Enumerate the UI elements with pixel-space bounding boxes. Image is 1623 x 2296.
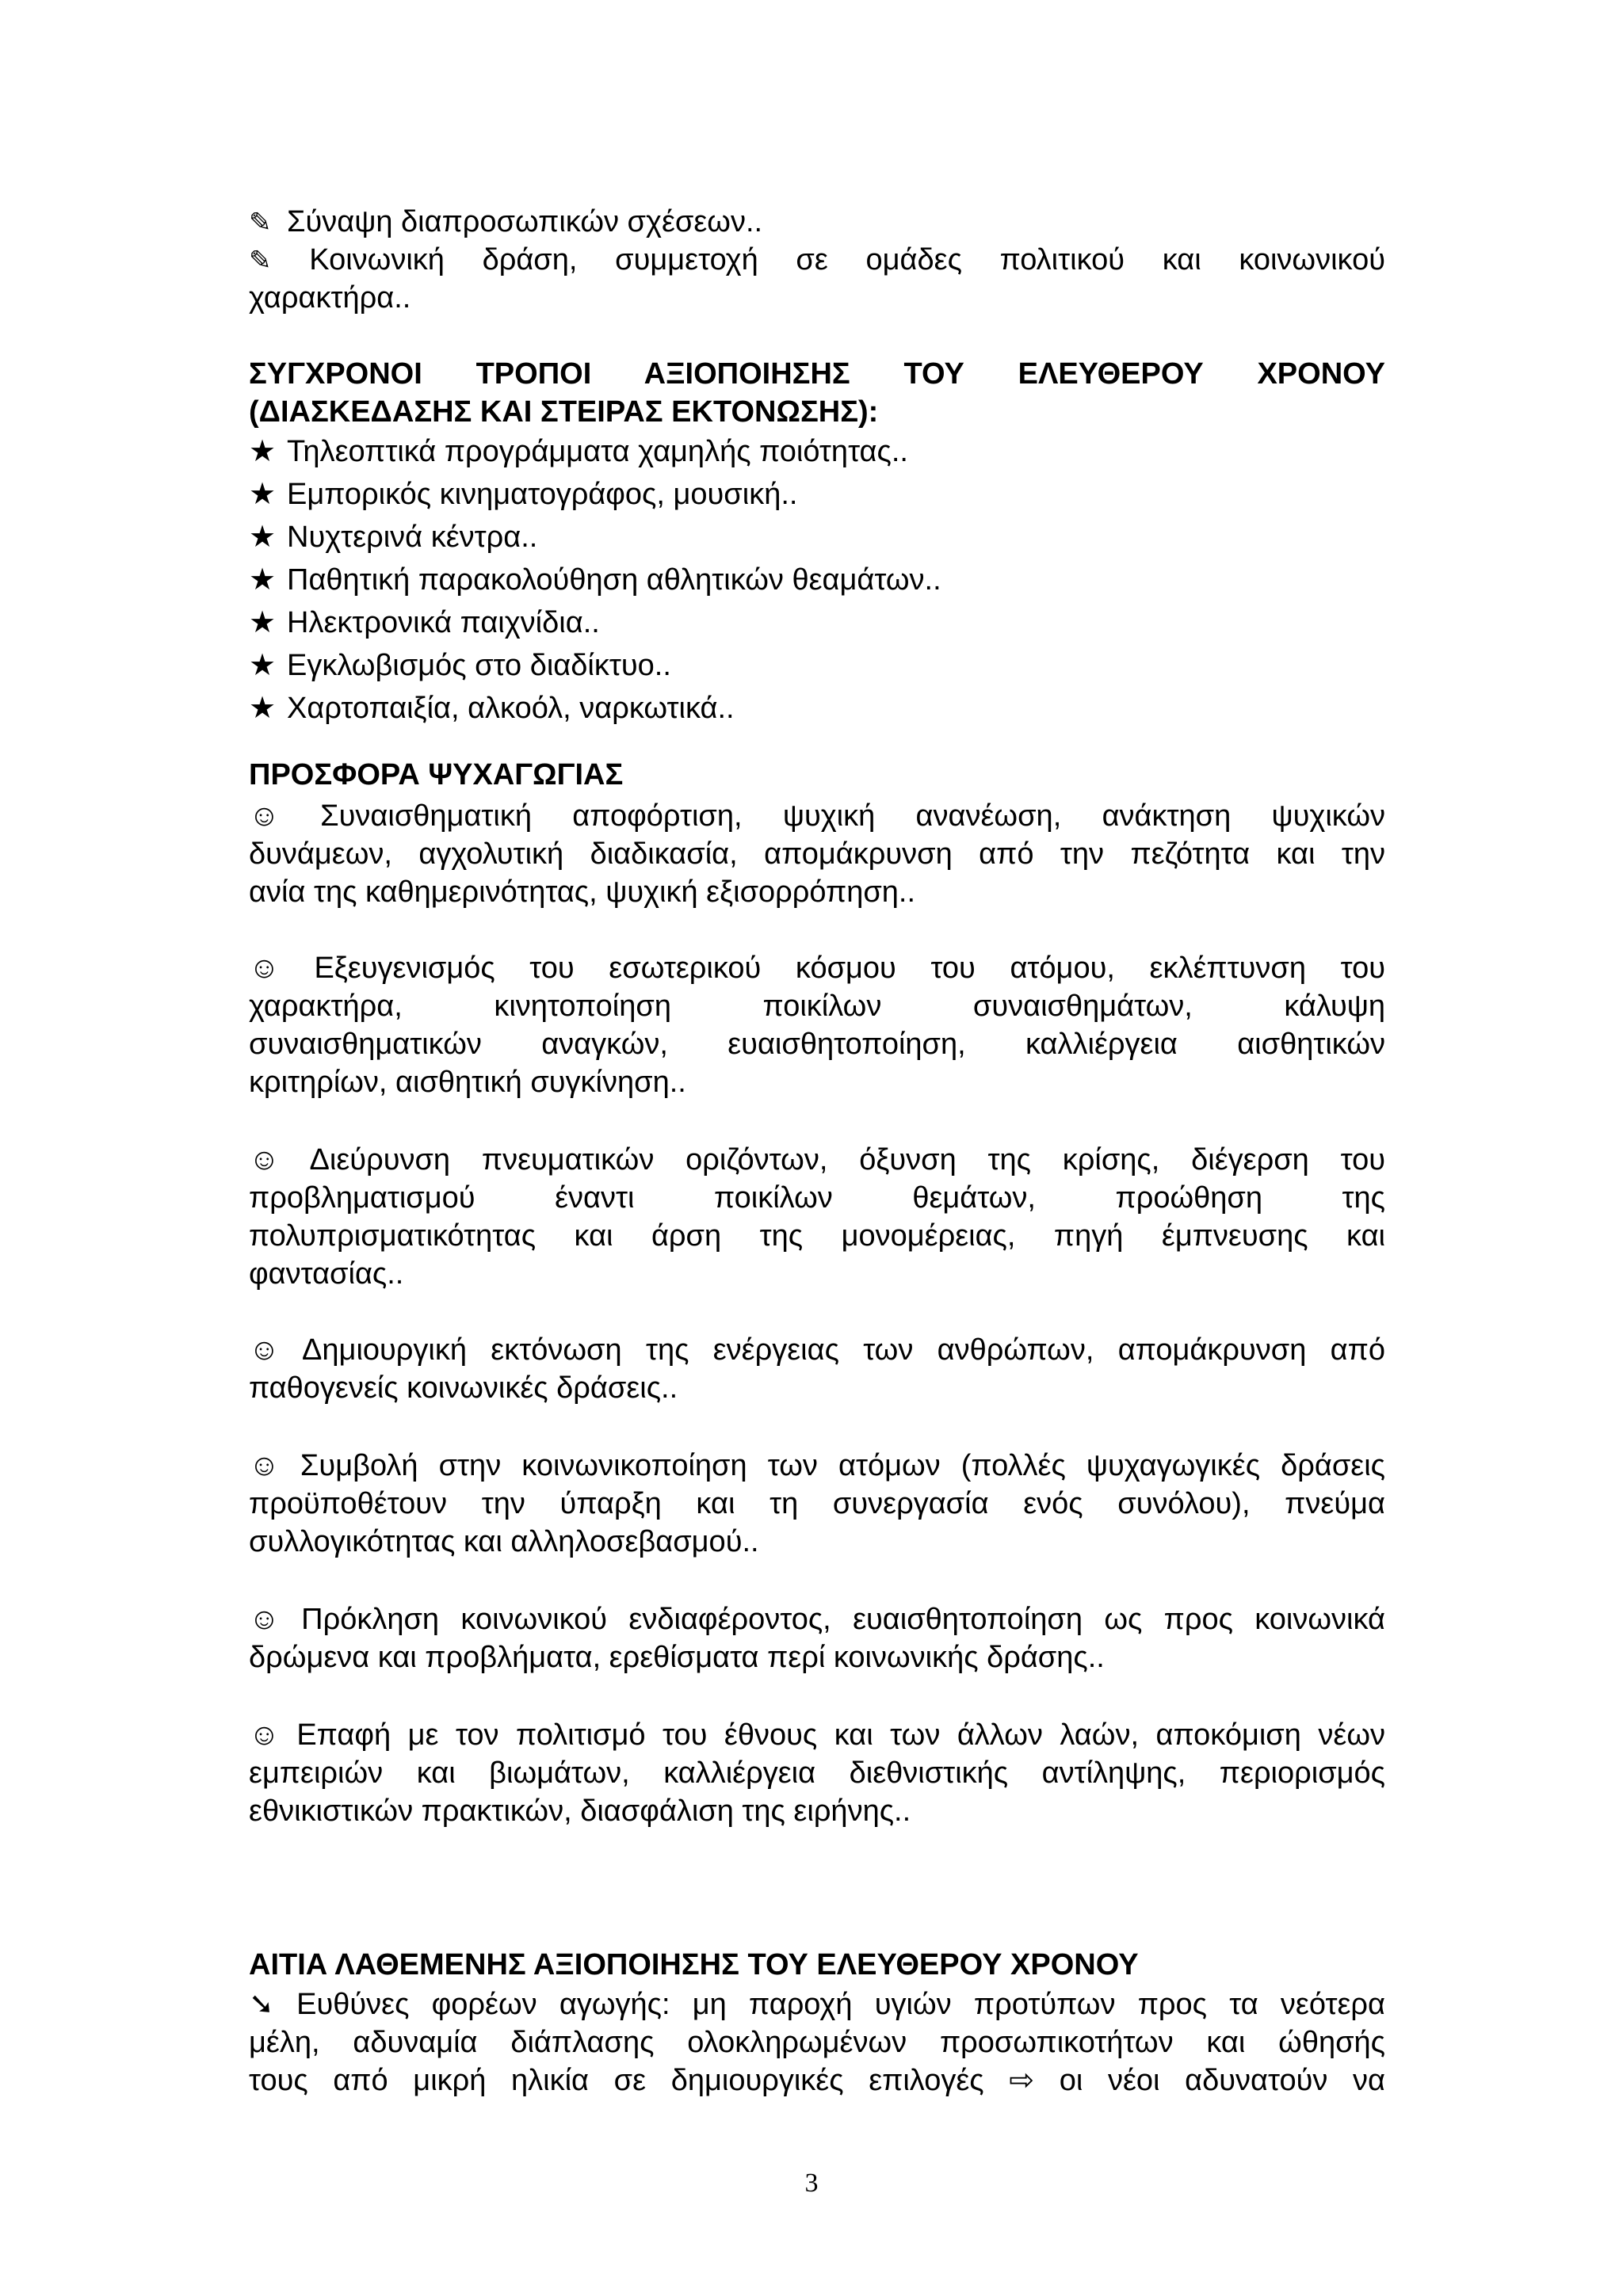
paragraph-line: φαντασίας.. [249,1257,404,1291]
paragraph-line: ☺ Δημιουργική εκτόνωση της ενέργειας των ανθρώπων, απομάκρυνση από [249,1333,1385,1367]
arrow-right-icon: ⇨ [1009,2064,1035,2097]
list-item: ★ Τηλεοπτικά προγράμματα χαμηλής ποιότητας.. [249,433,1385,471]
paragraph-line: προβληματισμού έναντι ποικίλων θεμάτων, προώθηση της [249,1181,1385,1215]
paragraph-line: ανία της καθημερινότητας, ψυχική εξισορρόπηση.. [249,875,916,909]
star-icon: ★ [249,649,277,682]
list-item: ✎ Κοινωνική δράση, συμμετοχή σε ομάδες πολιτικού και κοινωνικού [249,243,1385,277]
paragraph-line: μέλη, αδυναμία διάπλασης ολοκληρωμένων προσωπικοτήτων και ώθησής [249,2026,1385,2059]
paragraph-line: εμπειριών και βιωμάτων, καλλιέργεια διεθνιστικής αντίληψης, περιορισμός [249,1756,1385,1790]
star-icon: ★ [249,563,277,597]
paragraph-line: ➘ Ευθύνες φορέων αγωγής: μη παροχή υγιών προτύπων προς τα νεότερα [249,1988,1385,2021]
list-item: ★ Νυχτερινά κέντρα.. [249,518,1385,556]
section-heading: ΑΙΤΙΑ ΛΑΘΕΜΕΝΗΣ ΑΞΙΟΠΟΙΗΣΗΣ ΤΟΥ ΕΛΕΥΘΕΡΟΥ ΧΡΟΝΟΥ [249,1948,1139,1981]
star-icon: ★ [249,692,277,725]
paragraph-line: ☺ Συμβολή στην κοινωνικοποίηση των ατόμων (πολλές ψυχαγωγικές δράσεις [249,1449,1385,1482]
smiley-icon: ☺ [249,952,280,985]
smiley-icon: ☺ [249,1449,280,1482]
list-item: ★ Παθητική παρακολούθηση αθλητικών θεαμάτων.. [249,561,1385,599]
paragraph-line: χαρακτήρα, κινητοποίηση ποικίλων συναισθημάτων, κάλυψη [249,990,1385,1023]
star-icon: ★ [249,435,277,468]
list-item: ★ Χαρτοπαιξία, αλκοόλ, ναρκωτικά.. [249,689,1385,727]
paragraph-line: εθνικιστικών πρακτικών, διασφάλιση της ειρήνης.. [249,1794,911,1828]
paragraph-line: ☺ Συναισθηματική αποφόρτιση, ψυχική ανανέωση, ανάκτηση ψυχικών [249,799,1386,833]
pencil-icon: ✎ [249,208,272,238]
section-heading: (ΔΙΑΣΚΕΔΑΣΗΣ ΚΑΙ ΣΤΕΙΡΑΣ ΕΚΤΟΝΩΣΗΣ): [249,395,879,429]
star-icon: ★ [249,478,277,511]
list-item: ★ Εγκλωβισμός στο διαδίκτυο.. [249,646,1385,685]
section-heading: ΠΡΟΣΦΟΡΑ ΨΥΧΑΓΩΓΙΑΣ [249,758,624,791]
paragraph-line: ☺ Πρόκληση κοινωνικού ενδιαφέροντος, ευαισθητοποίηση ως προς κοινωνικά [249,1603,1385,1636]
paragraph-line: πολυπρισματικότητας και άρση της μονομέρειας, πηγή έμπνευσης και [249,1219,1385,1253]
smiley-icon: ☺ [249,1143,280,1177]
page-number: 3 [804,2168,819,2198]
arrow-down-right-icon: ➘ [249,1988,274,2021]
paragraph-line: παθογενείς κοινωνικές δράσεις.. [249,1371,678,1405]
paragraph-line: ☺ Επαφή με τον πολιτισμό του έθνους και των άλλων λαών, αποκόμιση νέων [249,1718,1385,1752]
smiley-icon: ☺ [249,1333,280,1367]
section-heading: ΣΥΓΧΡΟΝΟΙ ΤΡΟΠΟΙ ΑΞΙΟΠΟΙΗΣΗΣ ΤΟΥ ΕΛΕΥΘΕΡΟΥ ΧΡΟΝΟΥ [249,357,1385,391]
paragraph-line: δρώμενα και προβλήματα, ερεθίσματα περί κοινωνικής δράσης.. [249,1641,1105,1674]
smiley-icon: ☺ [249,1603,280,1636]
smiley-icon: ☺ [249,799,280,833]
paragraph-line: προϋποθέτουν την ύπαρξη και τη συνεργασία ενός συνόλου), πνεύμα [249,1487,1385,1520]
star-icon: ★ [249,521,277,554]
paragraph-line: δυνάμεων, αγχολυτική διαδικασία, απομάκρυνση από την πεζότητα και την [249,837,1385,871]
list-item-continuation: χαρακτήρα.. [249,281,411,315]
list-item: ✎ Σύναψη διαπροσωπικών σχέσεων.. [249,203,1385,241]
paragraph-line: κριτηρίων, αισθητική συγκίνηση.. [249,1066,686,1099]
paragraph-line: ☺ Διεύρυνση πνευματικών οριζόντων, όξυνση της κρίσης, διέγερση του [249,1143,1385,1177]
smiley-icon: ☺ [249,1718,280,1752]
paragraph-line: ☺ Εξευγενισμός του εσωτερικού κόσμου του ατόμου, εκλέπτυνση του [249,952,1386,985]
paragraph-line: τους από μικρή ηλικία σε δημιουργικές επιλογές ⇨ οι νέοι αδυνατούν να [249,2064,1386,2097]
paragraph-line: συλλογικότητας και αλληλοσεβασμού.. [249,1525,759,1558]
star-icon: ★ [249,606,277,639]
paragraph-line: συναισθηματικών αναγκών, ευαισθητοποίηση, καλλιέργεια αισθητικών [249,1028,1385,1061]
pencil-icon: ✎ [249,246,272,276]
list-item: ★ Εμπορικός κινηματογράφος, μουσική.. [249,475,1385,513]
list-item: ★ Ηλεκτρονικά παιχνίδια.. [249,604,1385,642]
